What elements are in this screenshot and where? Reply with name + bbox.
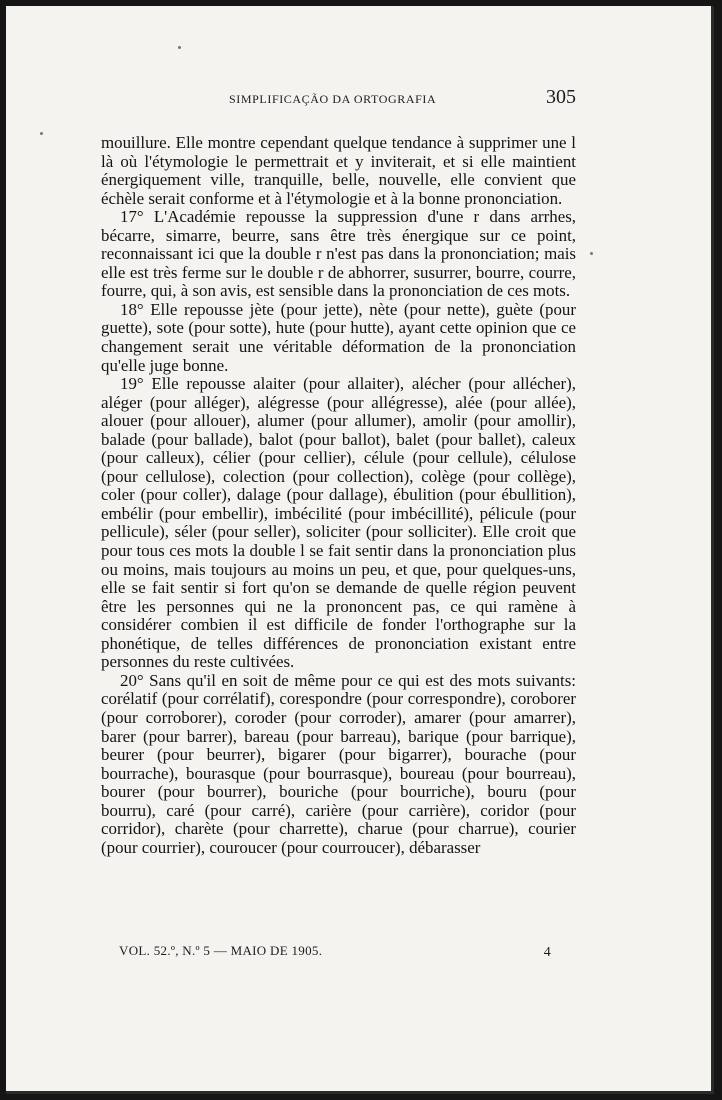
paragraph-18: 18° Elle repousse jète (pour jette), nète (pour nette), guète (pour guette), sote (pour sotte), hute (pour hutte), ayant cette opinion que ce changement serait une véritable déformation de la prononciation qu'elle juge bonne. [101,299,576,375]
page-footer [119,943,551,959]
paper-speck [178,46,181,49]
sheet-signature: 4 [543,945,551,960]
paragraph-19: 19° Elle repousse alaiter (pour allaiter), alécher (pour allécher), aléger (pour alléger), alégresse (pour allégresse), alée (pour allée), alouer (pour allouer), alumer (pour allumer), amolir (pour amollir), balade (pour ballade), balot (pour ballot), balet (pour ballet), caleux (pour calleux), célier (pour cellier), célule (pour cellule), célulose (pour cellulose), colection (pour collection), colège (pour collège), coler (pour coller), dalage (pour dallage), ébulition (pour ébullition), embélir (pour embellir), imbécilité (pour imbécillité), pélicule (pour pellicule), séler (pour seller), soliciter (pour solliciter). Elle croit que pour tous ces mots la double l se fait sentir dans la prononciation plus ou moins, mais toujours au moins un peu, et que, pour quelques-uns, elle se fait sentir si fort qu'on se demande de quelle région peuvent être les personnes qui ne la prononcent pas, ce qui ramène à considérer combien il est difficile de fonder l'orthographe sur la phonétique, de telles différences de prononciation existant entre personnes du reste cultivées. [101,374,576,672]
paragraph-17: 17° L'Académie repousse la suppression d'une r dans arrhes, bécarre, simarre, beurre, sans être très énergique sur ce point, reconnaissant ici que la double r n'est pas dans la prononciation; mais elle est très ferme sur le double r de abhorrer, susurrer, bourre, courre, fourre, qui, à son avis, est sensible dans la prononciation de ces mots. [101,207,576,301]
page-number: 305 [546,86,576,108]
paragraph-continuation: mouillure. Elle montre cependant quelque tendance à supprimer une l là où l'étymologie le permettrait et y inviterait, et si elle maintient énergiquement ville, tranquille, belle, nouvelle, elle convient que échèle serait conforme et à l'étymologie et à la bonne prononciation. [101,133,576,208]
body-text [101,134,576,857]
paper-speck [590,252,593,255]
volume-line: VOL. 52.º, N.º 5 — MAIO DE 1905. [119,943,323,958]
running-title: SIMPLIFICAÇÃO DA ORTOGRAFIA [229,92,437,106]
paragraph-20: 20° Sans qu'il en soit de même pour ce qui est des mots suivants: corélatif (pour corrélatif), corespondre (pour correspondre), coroborer (pour corroborer), coroder (pour corroder), amarer (pour amarrer), barer (pour barrer), bareau (pour barreau), barique (pour barrique), beurer (pour beurrer), bigarer (pour bigarrer), bourache (pour bourrache), bourasque (pour bourrasque), boureau (pour bourreau), bourer (pour bourrer), bouriche (pour bourriche), bouru (pour bourru), caré (pour carré), carière (pour carrière), coridor (pour corridor), charète (pour charrette), charue (pour charrue), courier (pour courrier), couroucer (pour courroucer), débarasser [101,670,576,857]
paper-speck [40,132,43,135]
book-page [6,6,714,1094]
